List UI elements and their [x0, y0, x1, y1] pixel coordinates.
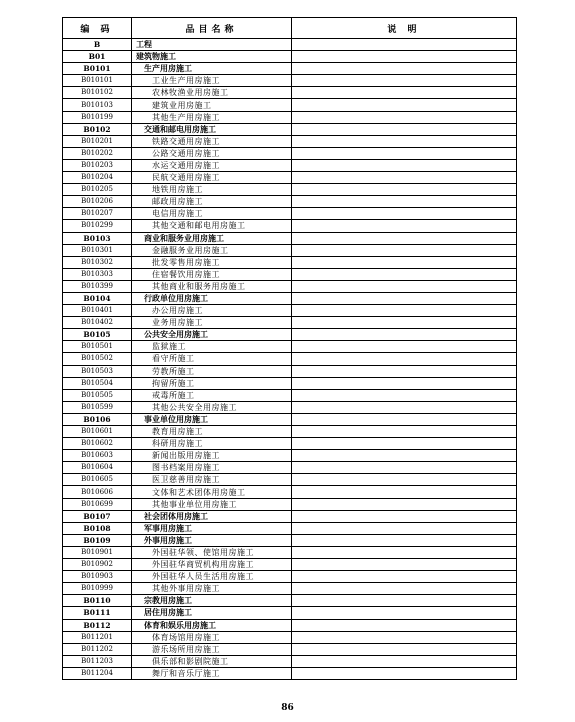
table-row: [63, 486, 517, 498]
item-name: 俱乐部和影剧院施工: [132, 655, 292, 667]
table-row: [63, 643, 517, 655]
table-row: [63, 498, 517, 510]
table-row: [63, 607, 517, 619]
catalog-table: [62, 17, 517, 680]
item-code: B0107: [63, 510, 132, 522]
item-note: [292, 643, 517, 655]
item-note: [292, 51, 517, 63]
item-note: [292, 75, 517, 87]
item-note: [292, 462, 517, 474]
item-note: [292, 619, 517, 631]
table-row: [63, 123, 517, 135]
item-note: [292, 522, 517, 534]
item-code: B010602: [63, 438, 132, 450]
item-note: [292, 268, 517, 280]
item-note: [292, 450, 517, 462]
item-code: B010201: [63, 135, 132, 147]
item-note: [292, 353, 517, 365]
item-name: 其他交通和邮电用房施工: [132, 220, 292, 232]
item-name: 新闻出版用房施工: [132, 450, 292, 462]
item-note: [292, 220, 517, 232]
table-row: [63, 353, 517, 365]
item-name: 图书档案用房施工: [132, 462, 292, 474]
table-row: [63, 655, 517, 667]
item-name: 交通和邮电用房施工: [132, 123, 292, 135]
item-name: 外国驻华商贸机构用房施工: [132, 559, 292, 571]
item-code: B: [63, 39, 132, 51]
item-code: B010303: [63, 268, 132, 280]
item-name: 外国驻华领、使馆用房施工: [132, 546, 292, 558]
item-note: [292, 534, 517, 546]
item-code: B010903: [63, 571, 132, 583]
table-row: [63, 377, 517, 389]
item-code: B010402: [63, 317, 132, 329]
item-code: B010603: [63, 450, 132, 462]
item-note: [292, 305, 517, 317]
table-row: [63, 438, 517, 450]
table-row: [63, 63, 517, 75]
table-row: [63, 534, 517, 546]
item-name: 医卫慈善用房施工: [132, 474, 292, 486]
item-code: B0106: [63, 413, 132, 425]
item-note: [292, 292, 517, 304]
item-note: [292, 184, 517, 196]
item-note: [292, 208, 517, 220]
item-name: 监狱施工: [132, 341, 292, 353]
item-name: 居住用房施工: [132, 607, 292, 619]
table-row: [63, 220, 517, 232]
item-name: 邮政用房施工: [132, 196, 292, 208]
table-row: [63, 256, 517, 268]
item-code: B010604: [63, 462, 132, 474]
item-note: [292, 377, 517, 389]
item-code: B010999: [63, 583, 132, 595]
item-name: 住宿餐饮用房施工: [132, 268, 292, 280]
item-name: 业务用房施工: [132, 317, 292, 329]
item-note: [292, 135, 517, 147]
table-row: [63, 631, 517, 643]
item-code: B010204: [63, 172, 132, 184]
item-name: 拘留所施工: [132, 377, 292, 389]
table-row: [63, 595, 517, 607]
item-code: B010605: [63, 474, 132, 486]
table-row: [63, 305, 517, 317]
table-row: [63, 522, 517, 534]
item-code: B010199: [63, 111, 132, 123]
item-code: B011204: [63, 667, 132, 679]
item-note: [292, 39, 517, 51]
item-name: 批发零售用房施工: [132, 256, 292, 268]
item-name: 农林牧渔业用房施工: [132, 87, 292, 99]
table-row: [63, 111, 517, 123]
item-code: B0105: [63, 329, 132, 341]
item-code: B010505: [63, 389, 132, 401]
item-code: B010399: [63, 280, 132, 292]
table-row: [63, 401, 517, 413]
item-note: [292, 474, 517, 486]
item-name: 军事用房施工: [132, 522, 292, 534]
item-name: 其他事业单位用房施工: [132, 498, 292, 510]
table-row: [63, 51, 517, 63]
item-code: B010103: [63, 99, 132, 111]
table-row: [63, 619, 517, 631]
item-code: B010601: [63, 426, 132, 438]
table-row: [63, 268, 517, 280]
item-name: 体育和娱乐用房施工: [132, 619, 292, 631]
table-row: [63, 329, 517, 341]
item-note: [292, 571, 517, 583]
item-note: [292, 196, 517, 208]
item-note: [292, 426, 517, 438]
table-row: [63, 559, 517, 571]
item-code: B0108: [63, 522, 132, 534]
table-row: [63, 667, 517, 679]
item-code: B011203: [63, 655, 132, 667]
item-code: B010203: [63, 159, 132, 171]
table-row: [63, 571, 517, 583]
item-code: B01: [63, 51, 132, 63]
item-name: 办公用房施工: [132, 305, 292, 317]
header-code: 编 码: [63, 18, 132, 39]
item-name: 外国驻华人员生活用房施工: [132, 571, 292, 583]
item-note: [292, 667, 517, 679]
item-note: [292, 655, 517, 667]
item-note: [292, 365, 517, 377]
item-code: B011201: [63, 631, 132, 643]
table-row: [63, 39, 517, 51]
table-row: [63, 75, 517, 87]
item-code: B010502: [63, 353, 132, 365]
item-code: B010599: [63, 401, 132, 413]
page-number: 86: [281, 703, 294, 713]
item-note: [292, 244, 517, 256]
item-name: 劳教所施工: [132, 365, 292, 377]
item-name: 民航交通用房施工: [132, 172, 292, 184]
item-code: B010901: [63, 546, 132, 558]
item-note: [292, 63, 517, 75]
item-name: 铁路交通用房施工: [132, 135, 292, 147]
item-code: B010302: [63, 256, 132, 268]
item-code: B010299: [63, 220, 132, 232]
item-name: 地铁用房施工: [132, 184, 292, 196]
table-row: [63, 583, 517, 595]
item-note: [292, 559, 517, 571]
table-row: [63, 135, 517, 147]
item-note: [292, 607, 517, 619]
table-row: [63, 87, 517, 99]
header-name: 品目名称: [132, 18, 292, 39]
item-note: [292, 595, 517, 607]
table-row: [63, 341, 517, 353]
item-note: [292, 329, 517, 341]
table-body: [63, 39, 517, 680]
item-name: 教育用房施工: [132, 426, 292, 438]
item-code: B010202: [63, 147, 132, 159]
table-row: [63, 292, 517, 304]
table-row: [63, 317, 517, 329]
item-code: B0101: [63, 63, 132, 75]
item-note: [292, 99, 517, 111]
item-code: B0103: [63, 232, 132, 244]
item-note: [292, 280, 517, 292]
item-note: [292, 87, 517, 99]
table-row: [63, 365, 517, 377]
item-note: [292, 159, 517, 171]
table-row: [63, 244, 517, 256]
item-name: 事业单位用房施工: [132, 413, 292, 425]
table-row: [63, 147, 517, 159]
item-name: 文体和艺术团体用房施工: [132, 486, 292, 498]
table-row: [63, 208, 517, 220]
item-name: 舞厅和音乐厅施工: [132, 667, 292, 679]
item-code: B010699: [63, 498, 132, 510]
item-note: [292, 401, 517, 413]
table-row: [63, 426, 517, 438]
item-code: B0104: [63, 292, 132, 304]
item-note: [292, 111, 517, 123]
item-note: [292, 123, 517, 135]
item-note: [292, 510, 517, 522]
item-note: [292, 546, 517, 558]
item-name: 戒毒所施工: [132, 389, 292, 401]
header-row: [63, 18, 517, 39]
item-name: 其他外事用房施工: [132, 583, 292, 595]
item-name: 工程: [132, 39, 292, 51]
table-row: [63, 232, 517, 244]
item-name: 科研用房施工: [132, 438, 292, 450]
table-row: [63, 389, 517, 401]
item-name: 建筑业用房施工: [132, 99, 292, 111]
item-name: 游乐场所用房施工: [132, 643, 292, 655]
table-header: [63, 18, 517, 39]
item-note: [292, 147, 517, 159]
table-row: [63, 546, 517, 558]
item-name: 其他生产用房施工: [132, 111, 292, 123]
item-note: [292, 232, 517, 244]
item-code: B010902: [63, 559, 132, 571]
item-note: [292, 583, 517, 595]
table-row: [63, 196, 517, 208]
item-code: B0102: [63, 123, 132, 135]
item-code: B0111: [63, 607, 132, 619]
item-note: [292, 413, 517, 425]
item-name: 水运交通用房施工: [132, 159, 292, 171]
item-name: 看守所施工: [132, 353, 292, 365]
header-note: 说 明: [292, 18, 517, 39]
item-name: 其他商业和服务用房施工: [132, 280, 292, 292]
item-note: [292, 631, 517, 643]
item-code: B0112: [63, 619, 132, 631]
item-code: B010503: [63, 365, 132, 377]
item-name: 体育场馆用房施工: [132, 631, 292, 643]
table-row: [63, 413, 517, 425]
item-note: [292, 498, 517, 510]
table-row: [63, 450, 517, 462]
item-code: B011202: [63, 643, 132, 655]
table-row: [63, 510, 517, 522]
item-note: [292, 438, 517, 450]
item-code: B010206: [63, 196, 132, 208]
item-note: [292, 256, 517, 268]
item-code: B010501: [63, 341, 132, 353]
item-name: 电信用房施工: [132, 208, 292, 220]
item-note: [292, 389, 517, 401]
item-name: 商业和服务业用房施工: [132, 232, 292, 244]
item-code: B010606: [63, 486, 132, 498]
table-row: [63, 280, 517, 292]
item-code: B010205: [63, 184, 132, 196]
table-row: [63, 184, 517, 196]
item-code: B0110: [63, 595, 132, 607]
item-note: [292, 172, 517, 184]
table-row: [63, 474, 517, 486]
item-name: 社会团体用房施工: [132, 510, 292, 522]
item-name: 金融服务业用房施工: [132, 244, 292, 256]
table-row: [63, 99, 517, 111]
item-name: 外事用房施工: [132, 534, 292, 546]
item-code: B010504: [63, 377, 132, 389]
item-code: B010301: [63, 244, 132, 256]
item-name: 公路交通用房施工: [132, 147, 292, 159]
item-name: 宗教用房施工: [132, 595, 292, 607]
item-code: B010102: [63, 87, 132, 99]
item-name: 工业生产用房施工: [132, 75, 292, 87]
table-row: [63, 172, 517, 184]
item-name: 公共安全用房施工: [132, 329, 292, 341]
table-row: [63, 159, 517, 171]
item-code: B010401: [63, 305, 132, 317]
item-name: 生产用房施工: [132, 63, 292, 75]
item-note: [292, 341, 517, 353]
item-code: B010207: [63, 208, 132, 220]
item-name: 建筑物施工: [132, 51, 292, 63]
item-note: [292, 317, 517, 329]
table-row: [63, 462, 517, 474]
item-name: 其他公共安全用房施工: [132, 401, 292, 413]
item-code: B0109: [63, 534, 132, 546]
item-code: B010101: [63, 75, 132, 87]
item-note: [292, 486, 517, 498]
item-name: 行政单位用房施工: [132, 292, 292, 304]
